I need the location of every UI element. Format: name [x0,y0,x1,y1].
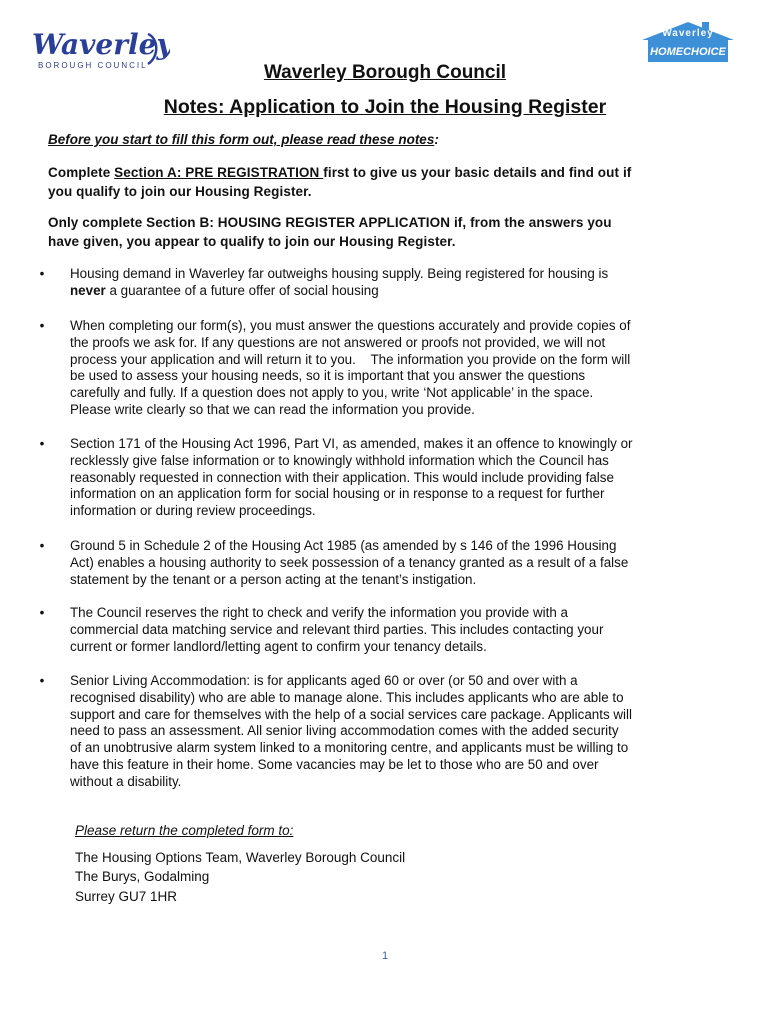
before-you-start-text: Before you start to fill this form out, please read these notes [48,132,435,147]
homechoice-logo-icon [636,18,740,68]
before-you-start-note: Before you start to fill this form out, please read these notes: [48,132,439,147]
section-b-paragraph [48,213,728,251]
page-subtitle: Notes: Application to Join the Housing Register [163,96,607,118]
bullet-icon: • [39,436,45,451]
bullet-icon: • [39,318,45,333]
bullet-icon: • [39,673,45,688]
bullet-icon: • [39,266,45,281]
waverley-logo-subtext: BOROUGH COUNCIL [38,61,148,70]
section-b-line-1: Only complete Section B: HOUSING REGISTER APPLICATION if, from the answers you [48,215,612,230]
waverley-logo-text: Waverley [32,28,170,61]
address-line: The Burys, Godalming [75,869,210,884]
never-emphasis: never [70,282,106,298]
section-a-line-1: Complete Section A: PRE REGISTRATION first to give us your basic details and find out if [48,165,632,180]
page-title: Waverley Borough Council [263,62,507,83]
page-number: 1 [381,950,389,962]
section-a-paragraph [48,163,728,201]
homechoice-logo-text: HOMECHOICE [650,46,726,58]
bullet-icon: • [39,605,45,620]
homechoice-logo [636,18,740,68]
address-line: Surrey GU7 1HR [75,889,178,904]
homechoice-arch-text: Waverley [662,28,714,39]
section-a-link[interactable]: Section A: PRE REGISTRATION [114,165,324,180]
section-a-line-2: you qualify to join our Housing Register. [48,184,312,199]
return-label: Please return the completed form to: [75,823,294,838]
bullet-icon: • [39,538,45,553]
address-line: The Housing Options Team, Waverley Borough Council [75,850,406,865]
section-b-line-2: have given, you appear to qualify to join our Housing Register. [48,234,456,249]
